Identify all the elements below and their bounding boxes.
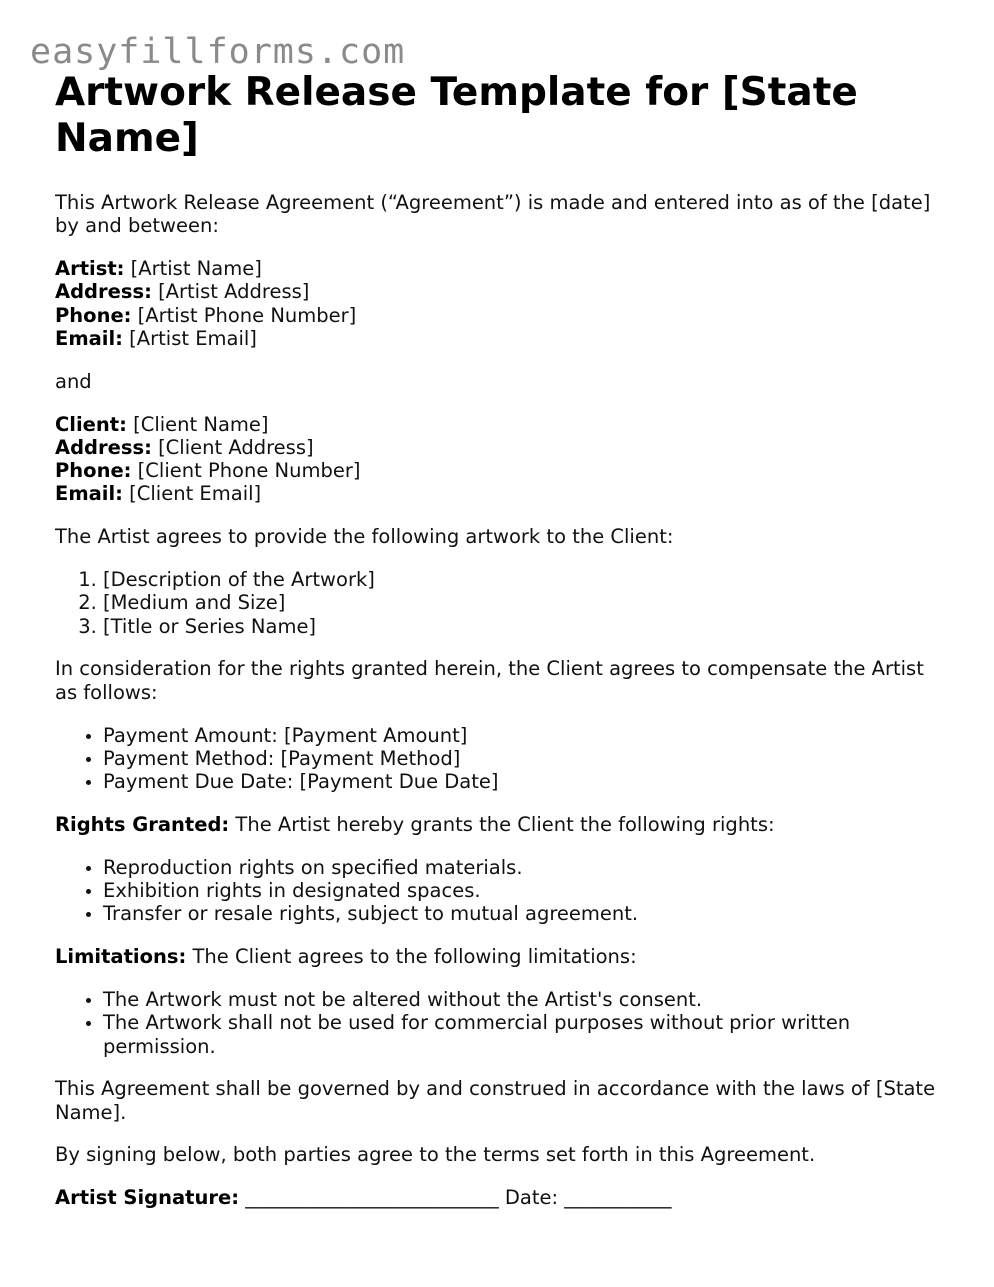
- client-phone-line: [55, 459, 945, 482]
- artist-phone-label: Phone:: [55, 303, 132, 327]
- artist-email-line: [55, 327, 945, 350]
- rights-item: • Reproduction rights on specified materials.: [103, 856, 945, 879]
- artist-address-line: [55, 280, 945, 303]
- artist-address-label: Address:: [55, 280, 152, 304]
- artwork-item: 1. [Description of the Artwork]: [103, 568, 945, 591]
- client-phone-label: Phone:: [55, 459, 132, 483]
- rights-label: Rights Granted:: [55, 812, 230, 836]
- client-name-line: [55, 413, 945, 436]
- artist-name-value: [Artist Name]: [124, 257, 262, 281]
- client-email-line: [55, 482, 945, 505]
- governing-law-paragraph: This Agreement shall be governed by and construed in accordance with the laws of [State Name].: [55, 1077, 936, 1124]
- rights-item: • Exhibition rights in designated spaces.: [103, 879, 945, 902]
- date-label: Date:: [504, 1186, 559, 1210]
- artwork-item: 2. [Medium and Size]: [103, 591, 945, 614]
- signature-line: [55, 1186, 945, 1209]
- date-blank: ___________: [558, 1186, 672, 1210]
- rights-list: [55, 856, 945, 926]
- artist-phone-line: [55, 304, 945, 327]
- rights-heading: [55, 813, 945, 836]
- artwork-intro: The Artist agrees to provide the following artwork to the Client:: [55, 525, 674, 549]
- document-body: [55, 70, 945, 1229]
- payment-list: [55, 724, 945, 794]
- payment-item: • Payment Method: [Payment Method]: [103, 747, 945, 770]
- limitations-text: The Client agrees to the following limitations:: [186, 945, 637, 969]
- client-email-label: Email:: [55, 482, 123, 506]
- limitations-heading: [55, 945, 945, 968]
- payment-item: • Payment Due Date: [Payment Due Date]: [103, 770, 945, 793]
- client-address-label: Address:: [55, 435, 152, 459]
- artwork-item: 3. [Title or Series Name]: [103, 615, 945, 638]
- client-details: [55, 413, 945, 506]
- compensation-intro: In consideration for the rights granted herein, the Client agrees to compensate the Artist as follows:: [55, 657, 924, 704]
- artwork-list: [55, 568, 945, 638]
- limitations-label: Limitations:: [55, 945, 187, 969]
- rights-item: • Transfer or resale rights, subject to mutual agreement.: [103, 902, 945, 925]
- limitations-item: • The Artwork must not be altered without the Artist's consent.: [103, 988, 945, 1011]
- artist-name-label: Artist:: [55, 257, 125, 281]
- client-name-value: [Client Name]: [126, 412, 269, 436]
- and-separator: and: [55, 369, 92, 393]
- client-phone-value: [Client Phone Number]: [131, 459, 361, 483]
- limitations-item: • The Artwork shall not be used for commercial purposes without prior written permission.: [103, 1011, 945, 1058]
- signature-blank: __________________________: [239, 1186, 505, 1210]
- artist-name-line: [55, 257, 945, 280]
- limitations-list: [55, 988, 945, 1058]
- artist-details: [55, 257, 945, 350]
- signature-label: Artist Signature:: [55, 1186, 240, 1210]
- rights-text: The Artist hereby grants the Client the following rights:: [229, 812, 775, 836]
- client-address-value: [Client Address]: [151, 435, 314, 459]
- intro-paragraph: This Artwork Release Agreement (“Agreement”) is made and entered into as of the [date] by and between:: [55, 191, 931, 238]
- payment-item: • Payment Amount: [Payment Amount]: [103, 724, 945, 747]
- client-address-line: [55, 436, 945, 459]
- artist-email-label: Email:: [55, 326, 123, 350]
- client-name-label: Client:: [55, 412, 127, 436]
- client-email-value: [Client Email]: [122, 482, 262, 506]
- artist-phone-value: [Artist Phone Number]: [131, 303, 357, 327]
- artist-address-value: [Artist Address]: [151, 280, 310, 304]
- document-title: Artwork Release Template for [State Name]: [55, 70, 858, 161]
- artist-email-value: [Artist Email]: [122, 326, 257, 350]
- site-watermark: easyfillforms.com: [30, 32, 406, 72]
- signing-statement: By signing below, both parties agree to the terms set forth in this Agreement.: [55, 1143, 816, 1167]
